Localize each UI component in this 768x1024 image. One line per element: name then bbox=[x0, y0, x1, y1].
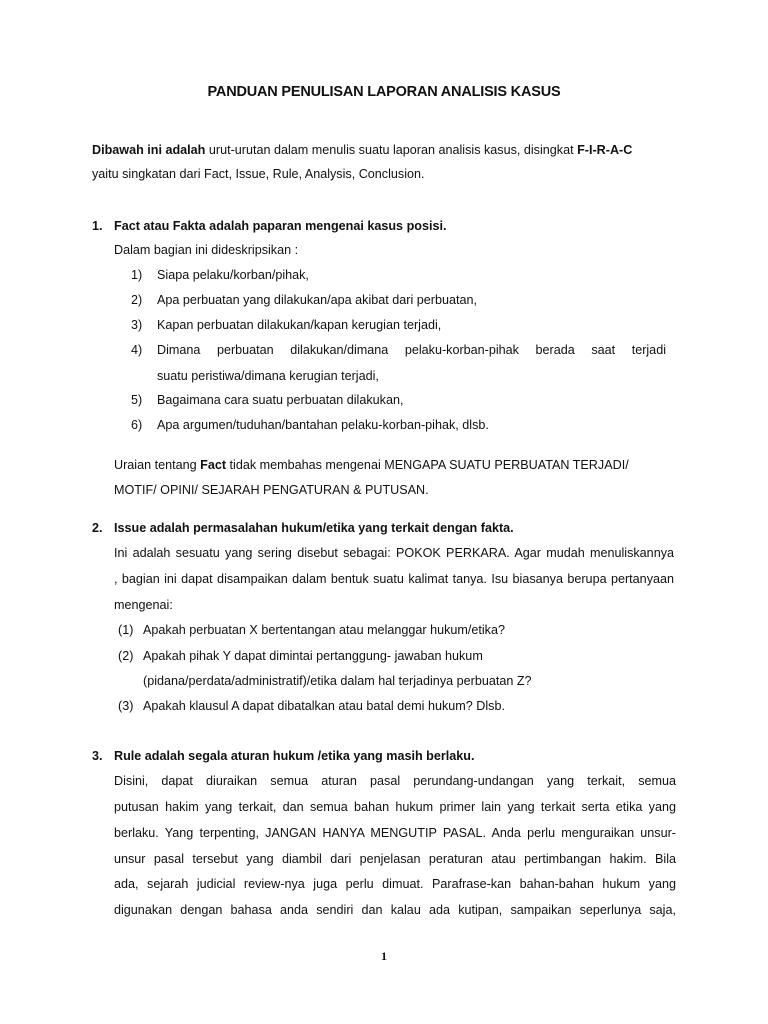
issue-item-number: (2) bbox=[118, 649, 134, 663]
section-3-number: 3. bbox=[92, 749, 103, 763]
section-1-number: 1. bbox=[92, 219, 103, 233]
rule-paragraph-line: digunakan dengan bahasa anda sendiri dan kalau ada kutipan, sampaikan seperlunya saja, bbox=[114, 903, 676, 917]
rule-paragraph-line: berlaku. Yang terpenting, JANGAN HANYA MENGUTIP PASAL. Anda perlu menguraikan unsur- bbox=[114, 826, 676, 840]
fact-item-number: 1) bbox=[131, 268, 143, 282]
issue-paragraph-line: mengenai: bbox=[114, 598, 173, 612]
fact-note-bold: Fact bbox=[200, 458, 227, 472]
section-1-subtitle: Dalam bagian ini dideskripsikan : bbox=[114, 243, 299, 257]
section-3-heading: Rule adalah segala aturan hukum /etika yang masih berlaku. bbox=[114, 749, 475, 763]
document-title: PANDUAN PENULISAN LAPORAN ANALISIS KASUS bbox=[207, 84, 561, 100]
firac-acronym: F-I-R-A-C bbox=[577, 143, 633, 157]
fact-item-number: 2) bbox=[131, 293, 143, 307]
fact-item: Kapan perbuatan dilakukan/kapan kerugian terjadi, bbox=[157, 318, 442, 332]
section-1-heading: Fact atau Fakta adalah paparan mengenai kasus posisi. bbox=[114, 219, 447, 233]
fact-item: Apa argumen/tuduhan/bantahan pelaku-korban-pihak, dlsb. bbox=[157, 418, 489, 432]
rule-paragraph-line: Disini, dapat diuraikan semua aturan pasal perundang-undangan yang terkait, semua bbox=[114, 774, 676, 788]
issue-item-number: (3) bbox=[118, 699, 134, 713]
section-2-number: 2. bbox=[92, 521, 103, 535]
issue-item: Apakah perbuatan X bertentangan atau melanggar hukum/etika? bbox=[143, 623, 505, 637]
issue-item-number: (1) bbox=[118, 623, 134, 637]
rule-paragraph-line: ada, sejarah judicial review-nya juga perlu dimuat. Parafrase-kan bahan-bahan hukum yang bbox=[114, 877, 676, 891]
issue-paragraph-line: , bagian ini dapat disampaikan dalam bentuk suatu kalimat tanya. Isu biasanya berupa pertanyaan bbox=[114, 572, 674, 586]
fact-item: Bagaimana cara suatu perbuatan dilakukan, bbox=[157, 393, 404, 407]
rule-paragraph-line: putusan hakim yang terkait, dan semua bahan hukum primer lain yang terkait serta etika yang bbox=[114, 800, 676, 814]
rule-paragraph-line: unsur pasal tersebut yang diambil dari penjelasan peraturan atau pertimbangan hakim. Bila bbox=[114, 852, 676, 866]
issue-item: Apakah pihak Y dapat dimintai pertanggung- jawaban hukum bbox=[143, 649, 483, 663]
intro-text: urut-urutan dalam menulis suatu laporan analisis kasus, disingkat bbox=[205, 143, 578, 157]
fact-item-number: 4) bbox=[131, 343, 143, 357]
fact-item: Dimana perbuatan dilakukan/dimana pelaku-korban-pihak berada saat terjadi bbox=[157, 343, 666, 357]
fact-note-line-1 bbox=[114, 457, 629, 473]
section-2-heading: Issue adalah permasalahan hukum/etika yang terkait dengan fakta. bbox=[114, 521, 514, 535]
fact-note-text: Uraian tentang bbox=[114, 458, 201, 472]
intro-line-2: yaitu singkatan dari Fact, Issue, Rule, Analysis, Conclusion. bbox=[92, 167, 425, 181]
fact-item-number: 6) bbox=[131, 418, 143, 432]
issue-item: Apakah klausul A dapat dibatalkan atau batal demi hukum? Dlsb. bbox=[143, 699, 505, 713]
fact-item-number: 3) bbox=[131, 318, 143, 332]
intro-lead: Dibawah ini adalah bbox=[92, 143, 206, 157]
fact-item: Siapa pelaku/korban/pihak, bbox=[157, 268, 309, 282]
page-number: 1 bbox=[381, 949, 387, 963]
fact-item: Apa perbuatan yang dilakukan/apa akibat dari perbuatan, bbox=[157, 293, 477, 307]
fact-note-line-2: MOTIF/ OPINI/ SEJARAH PENGATURAN & PUTUSAN. bbox=[114, 483, 429, 497]
issue-paragraph-line: Ini adalah sesuatu yang sering disebut sebagai: POKOK PERKARA. Agar mudah menuliskannya bbox=[114, 546, 674, 560]
issue-item-continuation: (pidana/perdata/administratif)/etika dalam hal terjadinya perbuatan Z? bbox=[143, 674, 532, 688]
fact-note-text: tidak membahas mengenai MENGAPA SUATU PERBUATAN TERJADI/ bbox=[226, 458, 629, 472]
intro-line-1 bbox=[92, 142, 632, 158]
fact-item-number: 5) bbox=[131, 393, 143, 407]
fact-item-continuation: suatu peristiwa/dimana kerugian terjadi, bbox=[157, 369, 379, 383]
